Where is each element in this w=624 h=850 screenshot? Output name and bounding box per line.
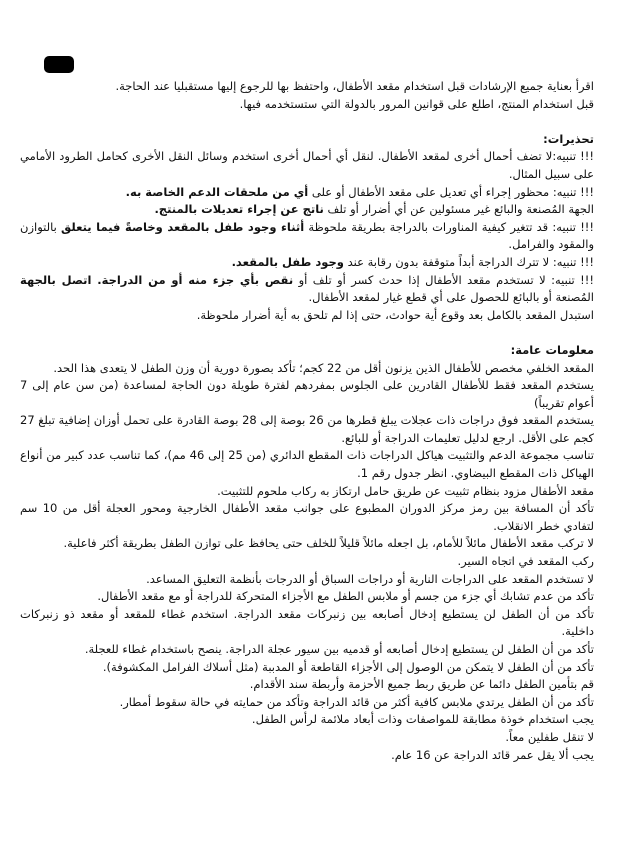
warning-item xyxy=(20,219,594,254)
warning-emphasis: أثناء وجود طفل بالمقعد وخاصةً فيما يتعلق xyxy=(61,219,305,234)
warning-item xyxy=(20,307,594,325)
info-item: تناسب مجموعة الدعم والتثبيت هياكل الدراجات ذات المقطع الدائري (من 25 إلى 46 مم)، كما تناسب عدد كبير من أنواع الهياكل ذات المقطع البيضاوي. انظر جدول رقم 1. xyxy=(20,448,594,481)
info-item: لا تنقل طفلين معاً. xyxy=(505,729,594,744)
warning-emphasis: أي من ملحقات الدعم الخاصة به. xyxy=(125,184,309,199)
warning-item xyxy=(20,254,594,272)
info-item: ركب المقعد في اتجاه السير. xyxy=(457,554,594,569)
info-item: تأكد من أن الطفل لن يستطيع إدخال أصابعه أو قدميه بين سيور عجلة الدراجة. ينصح باستخدام غطاء للعجلة. xyxy=(84,642,594,656)
warning-emphasis: نقص بأي جزء منه أو من الدراجة. اتصل بالجهة xyxy=(20,272,294,287)
info-item: تأكد من أن الطفل لن يستطيع إدخال أصابعه بين زنبركات مقعد الدراجة. استخدم غطاء للمقعد أو مقعد ذو زنبركات داخلية. xyxy=(20,606,594,639)
warning-tail: بالتوازن والمقود والفرامل. xyxy=(20,219,594,252)
intro-line: قبل استخدام المنتج، اطلع على قوانين المرور بالدولة التي ستستخدمه فيها. xyxy=(239,96,594,111)
warning-text: !!! تنبيه: محظور إجراء أي تعديل على مقعد الأطفال أو على xyxy=(311,184,594,199)
info-item: تأكد أن المسافة بين رمز مركز الدوران المطبوع على جوانب مقعد الأطفال الخارجية ومحور العجلة أقل من 10 سم لتفادي خطر الانقلاب. xyxy=(20,501,594,533)
spacer xyxy=(20,324,594,342)
info-item: يجب ألا يقل عمر قائد الدراجة عن 16 عام. xyxy=(391,747,594,762)
warning-emphasis: ناتج عن إجراء تعديلات بالمنتج. xyxy=(154,202,324,217)
info-item: تأكد من عدم تشابك أي جزء من جسم أو ملابس الطفل مع الأجزاء المتحركة للدراجة أو مع مقعد الأطفال. xyxy=(97,589,594,604)
spacer xyxy=(20,113,594,131)
warning-item xyxy=(20,272,594,307)
info-item: يستخدم المقعد فقط للأطفال القادرين على الجلوس بمفردهم لفترة طويلة دون الحاجة لمساعدة (من سن عام إلى 7 أعوام تقريباً) xyxy=(20,378,594,410)
general-info-heading: معلومات عامة: xyxy=(510,342,594,357)
warning-emphasis: وجود طفل بالمقعد. xyxy=(231,254,344,269)
warning-text: !!! تنبيه: لا تستخدم مقعد الأطفال إذا حدث كسر أو تلف أو xyxy=(298,272,594,287)
warning-text: !!! تنبيه: لا تترك الدراجة أبداً متوقفة بدون رقابة عند xyxy=(347,254,594,269)
page-number-badge xyxy=(44,56,74,73)
warning-text: استبدل المقعد بالكامل بعد وقوع أية حوادث، حتى إذا لم تلحق به أية أضرار ملحوظة. xyxy=(196,307,594,322)
warning-text: !!! تنبيه:لا تضف أحمال أخرى لمقعد الأطفال. لنقل أي أحمال أخرى استخدم وسائل النقل الأخرى كحامل الطرود الأمامي على سبيل المثال. xyxy=(20,149,594,181)
info-item: لا تستخدم المقعد على الدراجات النارية أو دراجات السباق أو الدرجات بأنظمة التعليق المساعد. xyxy=(146,571,594,586)
warning-item xyxy=(20,201,594,219)
info-item: يجب استخدام خوذة مطابقة للمواصفات وذات أبعاد ملائمة لرأس الطفل. xyxy=(251,712,594,727)
info-item: مقعد الأطفال مزود بنظام تثبيت عن طريق حامل ارتكاز به ركاب ملحوم للتثبيت. xyxy=(217,483,594,498)
info-item: المقعد الخلفي مخصص للأطفال الذين يزنون أقل من 22 كجم؛ تأكد بصورة دورية أن وزن الطفل لا يتعدى هذا الحد. xyxy=(53,360,594,375)
warning-tail: المُصنعة أو بالبائع للحصول على أي قطع غيار لمقعد الأطفال. xyxy=(308,290,594,305)
info-item: قم بتأمين الطفل دائما عن طريق ربط جميع الأحزمة وأربطة سند الأقدام. xyxy=(249,677,594,692)
info-item: تأكد من أن الطفل يرتدي ملابس كافية أكثر من قائد الدراجة وتأكد من حمايته في حالة سقوط أمطار. xyxy=(119,694,594,709)
info-item: لا تركب مقعد الأطفال مائلاً للأمام، بل اجعله مائلاً قليلاً للخلف حتى يحافظ على توازن الطفل بطريقة أكثر فاعلية. xyxy=(63,536,594,551)
warning-item xyxy=(20,148,594,183)
info-item: يستخدم المقعد فوق دراجات ذات عجلات يبلغ قطرها من 26 بوصة إلى 28 بوصة القادرة على تحمل أوزان إضافية تبلغ 27 كجم على الأقل. ارجع لدليل تعليمات الدراجة أو للبائع. xyxy=(20,413,594,445)
warnings-heading: تحذيرات: xyxy=(543,131,594,146)
warning-item xyxy=(20,184,594,202)
warning-text: !!! تنبيه: قد تتغير كيفية المناورات بالدراجة بطريقة ملحوظة xyxy=(308,219,595,234)
warning-text: الجهة المُصنعة والبائع غير مسئولين عن أي أضرار أو تلف xyxy=(327,202,594,217)
intro-line: اقرأ بعناية جميع الإرشادات قبل استخدام مقعد الأطفال، واحتفظ بها للرجوع إليها مستقبليا عند الحاجة. xyxy=(115,79,594,93)
info-item: تأكد من أن الطفل لا يتمكن من الوصول إلى الأجزاء القاطعة أو المدببة (مثل أسلاك الفرامل المكشوفة). xyxy=(102,659,594,674)
instruction-page xyxy=(20,78,594,764)
